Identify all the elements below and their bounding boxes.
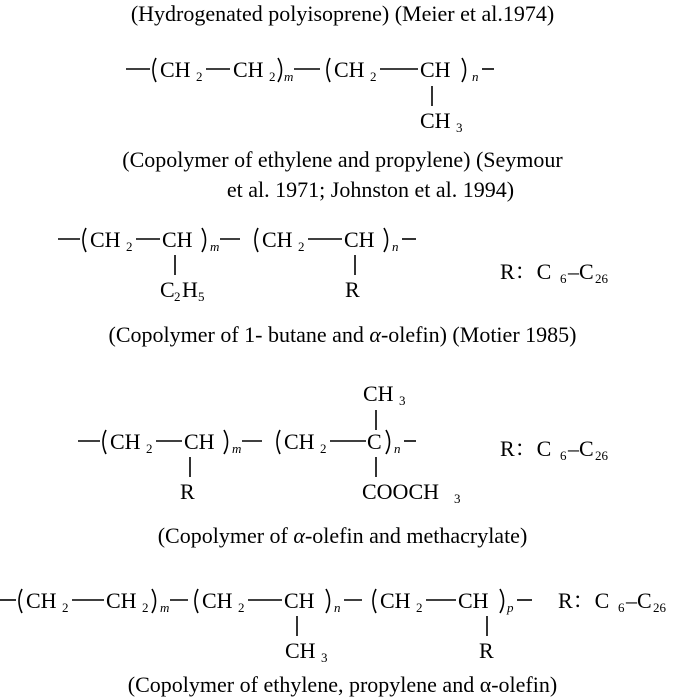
repeat-m: m xyxy=(284,69,294,84)
atom-r: R xyxy=(180,479,195,504)
atom-ch2: CH xyxy=(262,227,293,252)
subscript: 2 xyxy=(370,69,377,84)
bracket-close xyxy=(500,589,504,613)
repeat-n: n xyxy=(392,239,399,254)
subscript: 2 xyxy=(416,600,423,615)
atom-ch2: CH xyxy=(284,429,315,454)
atom-ch2: CH xyxy=(380,588,411,613)
subscript: 2 xyxy=(174,289,181,304)
bracket-close xyxy=(386,430,390,454)
repeat-n: n xyxy=(394,441,401,456)
atom-ch2: CH xyxy=(160,57,191,82)
subscript: 3 xyxy=(454,491,461,506)
bracket-open xyxy=(327,58,330,82)
r-label: R：C xyxy=(500,259,552,284)
repeat-m: m xyxy=(232,441,242,456)
bracket-close xyxy=(224,430,228,454)
bracket-close xyxy=(152,589,156,613)
atom-ch2: CH xyxy=(110,429,141,454)
subscript: 26 xyxy=(653,600,666,615)
repeat-m: m xyxy=(210,239,220,254)
bracket-open xyxy=(153,58,156,82)
atom-methyl: CH xyxy=(285,638,316,663)
subscript: 5 xyxy=(198,289,205,304)
caption-ethylene-propylene-line2: et al. 1971; Johnston et al. 1994) xyxy=(226,177,515,202)
subscript: 2 xyxy=(62,600,69,615)
atom-c: C xyxy=(367,429,382,454)
atom-ch: CH xyxy=(162,227,193,252)
atom-ch: CH xyxy=(420,57,451,82)
subscript: 3 xyxy=(456,120,463,135)
repeat-n: n xyxy=(334,600,341,615)
subscript: 26 xyxy=(595,448,608,463)
subscript: 2 xyxy=(126,239,133,254)
repeat-n: n xyxy=(472,69,479,84)
caption-hydrogenated-polyisoprene: (Hydrogenated polyisoprene) (Meier et al.1974) xyxy=(130,1,555,26)
bracket-close xyxy=(202,228,206,252)
subscript: 26 xyxy=(595,271,608,286)
atom-methyl: CH xyxy=(363,381,394,406)
bracket-open xyxy=(103,430,106,454)
structure-3-alpha-olefin-methacrylate xyxy=(78,381,609,506)
subscript: 2 xyxy=(196,69,203,84)
atom-ch2: CH xyxy=(90,227,121,252)
r-label-dash: –C xyxy=(568,436,594,461)
subscript: 3 xyxy=(321,650,328,665)
r-label-dash: –C xyxy=(568,259,594,284)
atom-ch: CH xyxy=(344,227,375,252)
repeat-m: m xyxy=(160,600,170,615)
subscript: 2 xyxy=(142,600,149,615)
r-label: R：C xyxy=(500,436,552,461)
atom-ch2: CH xyxy=(106,588,137,613)
atom-ch2: CH xyxy=(334,57,365,82)
bracket-close xyxy=(462,58,466,82)
caption-ethylene-propylene-line1: (Copolymer of ethylene and propylene) (Seymour xyxy=(122,147,563,172)
bracket-open xyxy=(277,430,280,454)
atom-ch2: CH xyxy=(233,57,264,82)
bracket-close xyxy=(278,58,282,82)
atom-ch: CH xyxy=(184,429,215,454)
structure-1-ethylene-propylene xyxy=(126,57,494,135)
atom-ch2: CH xyxy=(26,588,57,613)
atom-ethyl: C xyxy=(160,277,175,302)
bracket-close xyxy=(326,589,330,613)
atom-r: R xyxy=(345,277,360,302)
caption-ethylene-propylene-alpha-olefin: (Copolymer of ethylene, propylene and α-olefin) xyxy=(127,672,558,697)
subscript: 2 xyxy=(269,69,276,84)
bracket-open xyxy=(195,589,198,613)
subscript: 6 xyxy=(560,271,567,286)
subscript: 6 xyxy=(618,600,625,615)
atom-ester: COOCH xyxy=(362,479,440,504)
atom-h: H xyxy=(182,277,198,302)
subscript: 2 xyxy=(238,600,245,615)
bracket-close xyxy=(384,228,388,252)
caption-alpha-olefin-methacrylate: (Copolymer of α-olefin and methacrylate) xyxy=(157,523,528,548)
structure-4-ethylene-propylene-alpha-olefin xyxy=(0,588,667,665)
structure-2-butene-alpha-olefin xyxy=(58,227,609,304)
subscript: 2 xyxy=(146,441,153,456)
atom-methyl: CH xyxy=(420,108,451,133)
atom-ch: CH xyxy=(284,588,315,613)
r-label: R：C xyxy=(558,588,610,613)
subscript: 2 xyxy=(298,239,305,254)
atom-ch: CH xyxy=(458,588,489,613)
r-label-dash: –C xyxy=(626,588,652,613)
bracket-open xyxy=(255,228,258,252)
bracket-open xyxy=(373,589,376,613)
repeat-p: p xyxy=(507,600,514,615)
subscript: 2 xyxy=(320,441,327,456)
caption-butane-alpha-olefin: (Copolymer of 1- butane and α-olefin) (Motier 1985) xyxy=(108,322,577,347)
subscript: 6 xyxy=(560,448,567,463)
bracket-open xyxy=(83,228,86,252)
atom-ch2: CH xyxy=(202,588,233,613)
subscript: 3 xyxy=(399,393,406,408)
bracket-open xyxy=(19,589,22,613)
atom-r: R xyxy=(479,638,494,663)
